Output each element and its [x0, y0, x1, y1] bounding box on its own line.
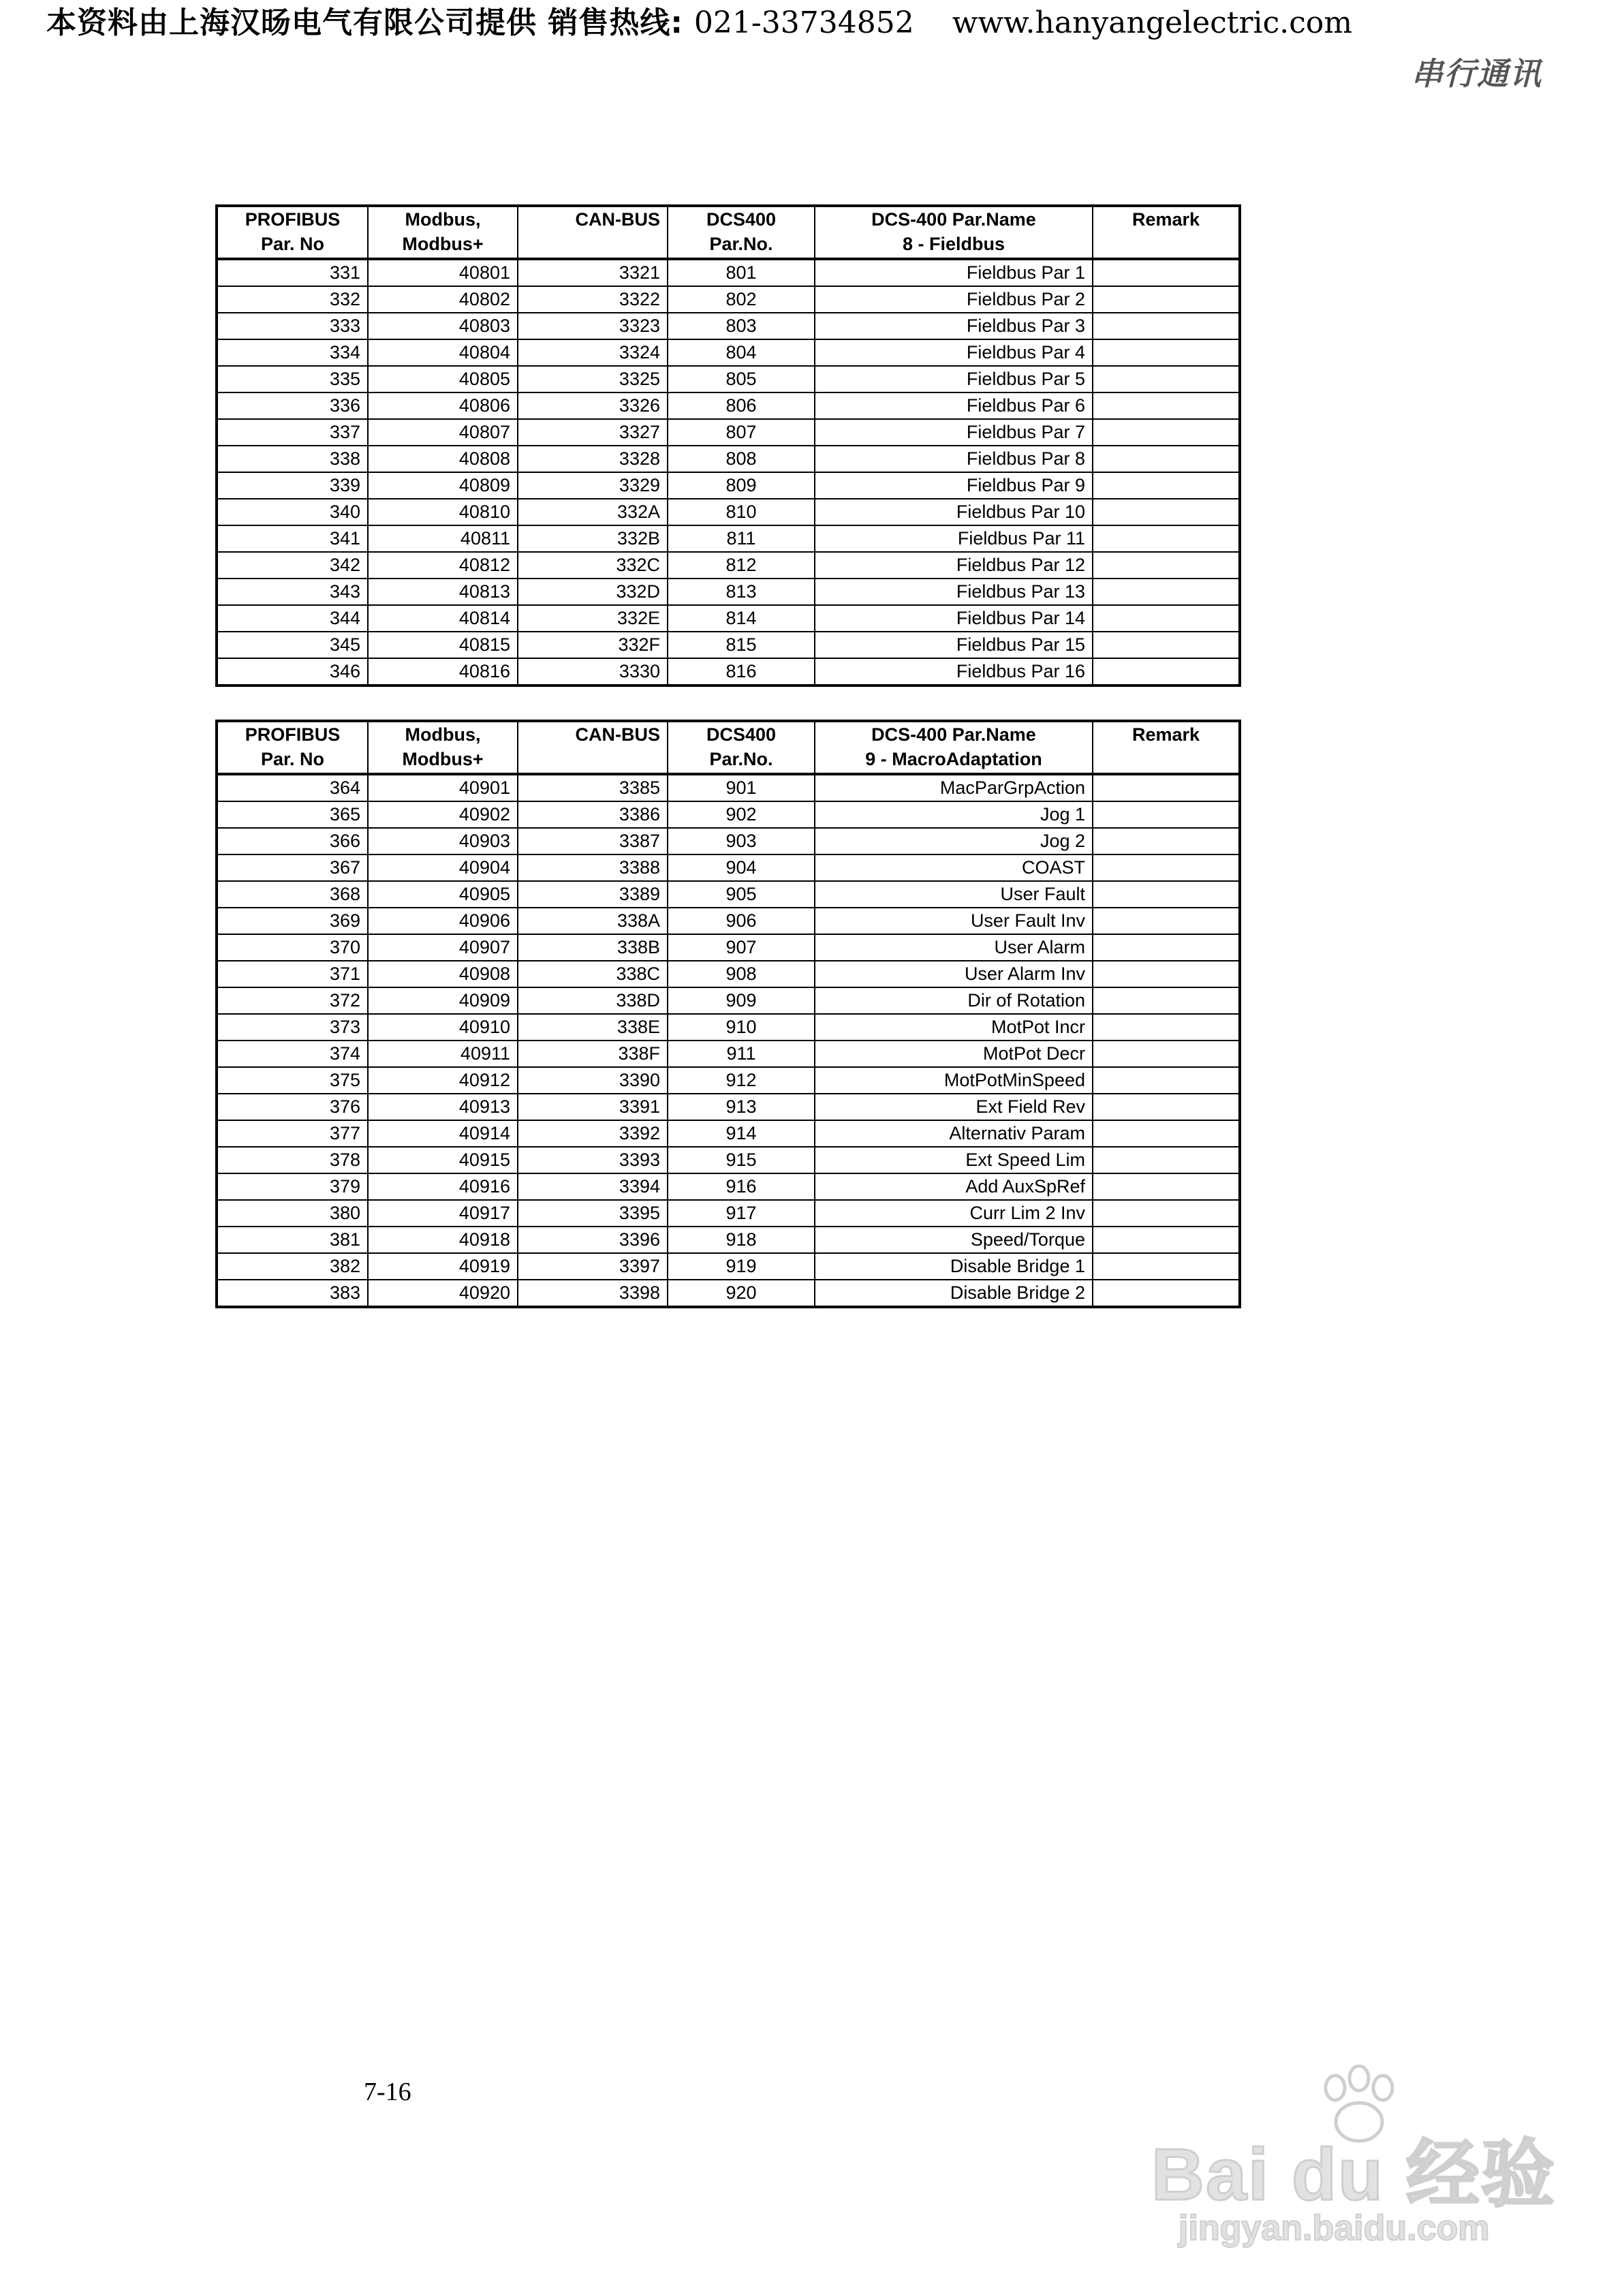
table-row — [217, 658, 1240, 686]
cell-remark — [1093, 961, 1240, 987]
cell-modbus-par-no: 40811 — [368, 525, 518, 552]
cell-remark — [1093, 774, 1240, 801]
cell-dcs400-par-name: Fieldbus Par 12 — [815, 552, 1093, 579]
cell-dcs400-par-name: Alternativ Param — [815, 1120, 1093, 1147]
cell-profibus-par-no: 383 — [217, 1280, 368, 1307]
cell-remark — [1093, 1173, 1240, 1200]
cell-canbus-par-no: 338A — [518, 908, 668, 934]
table-row — [217, 828, 1240, 854]
cell-remark — [1093, 525, 1240, 552]
cell-canbus-par-no: 3395 — [518, 1200, 668, 1227]
cell-remark — [1093, 1253, 1240, 1280]
cell-dcs400-par-no: 914 — [668, 1120, 815, 1147]
cell-dcs400-par-no: 913 — [668, 1094, 815, 1120]
table-row — [217, 313, 1240, 339]
cell-modbus-par-no: 40919 — [368, 1253, 518, 1280]
cell-dcs400-par-name: User Fault Inv — [815, 908, 1093, 934]
table-row — [217, 1067, 1240, 1094]
table-row — [217, 854, 1240, 881]
cell-dcs400-par-name: Speed/Torque — [815, 1227, 1093, 1253]
cell-dcs400-par-no: 814 — [668, 605, 815, 632]
cell-dcs400-par-no: 911 — [668, 1041, 815, 1067]
table-row — [217, 472, 1240, 499]
cell-dcs400-par-name: MotPotMinSpeed — [815, 1067, 1093, 1094]
cell-profibus-par-no: 377 — [217, 1120, 368, 1147]
cell-canbus-par-no: 332C — [518, 552, 668, 579]
cell-modbus-par-no: 40909 — [368, 987, 518, 1014]
cell-dcs400-par-no: 920 — [668, 1280, 815, 1307]
cell-dcs400-par-no: 917 — [668, 1200, 815, 1227]
page-number: 7-16 — [364, 2078, 411, 2106]
cell-remark — [1093, 286, 1240, 313]
cell-profibus-par-no: 334 — [217, 339, 368, 366]
cell-canbus-par-no: 338E — [518, 1014, 668, 1041]
column-header-profibus-par-no: PROFIBUS Par. No — [217, 206, 368, 259]
cell-modbus-par-no: 40908 — [368, 961, 518, 987]
sales-phone: 021-33734852 — [693, 5, 914, 40]
cell-modbus-par-no: 40907 — [368, 934, 518, 961]
cell-modbus-par-no: 40916 — [368, 1173, 518, 1200]
cell-remark — [1093, 1120, 1240, 1147]
column-header-dcs400-par-no: DCS400 Par.No. — [668, 206, 815, 259]
cell-remark — [1093, 658, 1240, 686]
cell-profibus-par-no: 370 — [217, 934, 368, 961]
cell-canbus-par-no: 338F — [518, 1041, 668, 1067]
cell-remark — [1093, 446, 1240, 472]
cell-profibus-par-no: 340 — [217, 499, 368, 525]
cell-canbus-par-no: 3330 — [518, 658, 668, 686]
table-header-row — [217, 206, 1240, 259]
cell-profibus-par-no: 342 — [217, 552, 368, 579]
cell-canbus-par-no: 3327 — [518, 419, 668, 446]
cell-dcs400-par-name: Fieldbus Par 11 — [815, 525, 1093, 552]
table-row — [217, 1173, 1240, 1200]
cell-remark — [1093, 632, 1240, 658]
cell-profibus-par-no: 338 — [217, 446, 368, 472]
cell-remark — [1093, 934, 1240, 961]
cell-profibus-par-no: 365 — [217, 801, 368, 828]
table-row — [217, 419, 1240, 446]
cell-dcs400-par-no: 902 — [668, 801, 815, 828]
cell-remark — [1093, 1147, 1240, 1173]
cell-dcs400-par-no: 806 — [668, 392, 815, 419]
column-header-profibus-par-no: PROFIBUS Par. No — [217, 721, 368, 774]
table-row — [217, 1041, 1240, 1067]
cell-remark — [1093, 828, 1240, 854]
column-header-canbus-par-no: CAN-BUS — [518, 721, 668, 774]
column-header-dcs400-par-name: DCS-400 Par.Name 9 - MacroAdaptation — [815, 721, 1093, 774]
cell-modbus-par-no: 40912 — [368, 1067, 518, 1094]
table-row — [217, 1253, 1240, 1280]
cell-canbus-par-no: 338D — [518, 987, 668, 1014]
cell-modbus-par-no: 40815 — [368, 632, 518, 658]
cell-dcs400-par-no: 919 — [668, 1253, 815, 1280]
cell-modbus-par-no: 40905 — [368, 881, 518, 908]
table-row — [217, 774, 1240, 801]
cell-modbus-par-no: 40902 — [368, 801, 518, 828]
cell-canbus-par-no: 332D — [518, 579, 668, 605]
cell-profibus-par-no: 364 — [217, 774, 368, 801]
baidu-jingyan-watermark — [1151, 2065, 1560, 2255]
table-row — [217, 339, 1240, 366]
cell-canbus-par-no: 3385 — [518, 774, 668, 801]
cell-dcs400-par-no: 901 — [668, 774, 815, 801]
cell-remark — [1093, 1041, 1240, 1067]
cell-dcs400-par-name: Fieldbus Par 2 — [815, 286, 1093, 313]
table-row — [217, 1120, 1240, 1147]
cell-dcs400-par-name: Fieldbus Par 4 — [815, 339, 1093, 366]
cell-remark — [1093, 499, 1240, 525]
table-row — [217, 1200, 1240, 1227]
cell-profibus-par-no: 344 — [217, 605, 368, 632]
cell-modbus-par-no: 40918 — [368, 1227, 518, 1253]
table-row — [217, 446, 1240, 472]
column-header-remark: Remark — [1093, 206, 1240, 259]
cell-modbus-par-no: 40917 — [368, 1200, 518, 1227]
cell-canbus-par-no: 3391 — [518, 1094, 668, 1120]
table-row — [217, 632, 1240, 658]
cell-profibus-par-no: 366 — [217, 828, 368, 854]
cell-modbus-par-no: 40915 — [368, 1147, 518, 1173]
cell-canbus-par-no: 3329 — [518, 472, 668, 499]
cell-profibus-par-no: 368 — [217, 881, 368, 908]
table-row — [217, 987, 1240, 1014]
cell-modbus-par-no: 40901 — [368, 774, 518, 801]
table-row — [217, 579, 1240, 605]
section-title: 串行通讯 — [1411, 55, 1542, 92]
table-row — [217, 881, 1240, 908]
table-row — [217, 934, 1240, 961]
cell-canbus-par-no: 3394 — [518, 1173, 668, 1200]
fieldbus-parameter-table — [215, 204, 1241, 687]
column-header-modbus-par-no: Modbus, Modbus+ — [368, 206, 518, 259]
cell-modbus-par-no: 40904 — [368, 854, 518, 881]
cell-remark — [1093, 339, 1240, 366]
header-banner — [46, 3, 1606, 44]
cell-remark — [1093, 1280, 1240, 1307]
cell-dcs400-par-no: 909 — [668, 987, 815, 1014]
cell-dcs400-par-name: Fieldbus Par 14 — [815, 605, 1093, 632]
cell-dcs400-par-name: Fieldbus Par 5 — [815, 366, 1093, 392]
cell-dcs400-par-name: Disable Bridge 2 — [815, 1280, 1093, 1307]
table-row — [217, 801, 1240, 828]
cell-profibus-par-no: 373 — [217, 1014, 368, 1041]
cell-dcs400-par-name: Fieldbus Par 9 — [815, 472, 1093, 499]
cell-dcs400-par-no: 918 — [668, 1227, 815, 1253]
cell-remark — [1093, 313, 1240, 339]
cell-profibus-par-no: 380 — [217, 1200, 368, 1227]
cell-dcs400-par-no: 912 — [668, 1067, 815, 1094]
cell-modbus-par-no: 40807 — [368, 419, 518, 446]
cell-profibus-par-no: 332 — [217, 286, 368, 313]
cell-canbus-par-no: 332E — [518, 605, 668, 632]
cell-dcs400-par-no: 903 — [668, 828, 815, 854]
cell-profibus-par-no: 369 — [217, 908, 368, 934]
column-header-canbus-par-no: CAN-BUS — [518, 206, 668, 259]
table-row — [217, 552, 1240, 579]
cell-modbus-par-no: 40812 — [368, 552, 518, 579]
cell-dcs400-par-name: Add AuxSpRef — [815, 1173, 1093, 1200]
cell-profibus-par-no: 382 — [217, 1253, 368, 1280]
cell-profibus-par-no: 378 — [217, 1147, 368, 1173]
cell-canbus-par-no: 3398 — [518, 1280, 668, 1307]
cell-modbus-par-no: 40814 — [368, 605, 518, 632]
cell-dcs400-par-name: Fieldbus Par 16 — [815, 658, 1093, 686]
table-row — [217, 1280, 1240, 1307]
cell-dcs400-par-name: Fieldbus Par 15 — [815, 632, 1093, 658]
cell-dcs400-par-no: 815 — [668, 632, 815, 658]
cell-modbus-par-no: 40808 — [368, 446, 518, 472]
cell-canbus-par-no: 3323 — [518, 313, 668, 339]
cell-dcs400-par-no: 915 — [668, 1147, 815, 1173]
cell-canbus-par-no: 3392 — [518, 1120, 668, 1147]
cell-remark — [1093, 392, 1240, 419]
cell-modbus-par-no: 40914 — [368, 1120, 518, 1147]
cell-canbus-par-no: 3328 — [518, 446, 668, 472]
cell-remark — [1093, 419, 1240, 446]
table-row — [217, 908, 1240, 934]
cell-canbus-par-no: 332A — [518, 499, 668, 525]
cell-remark — [1093, 1094, 1240, 1120]
cell-profibus-par-no: 333 — [217, 313, 368, 339]
cell-profibus-par-no: 374 — [217, 1041, 368, 1067]
cell-dcs400-par-no: 813 — [668, 579, 815, 605]
provider-text: 本资料由上海汉旸电气有限公司提供 销售热线: — [46, 5, 683, 40]
cell-modbus-par-no: 40801 — [368, 259, 518, 286]
cell-modbus-par-no: 40910 — [368, 1014, 518, 1041]
cell-dcs400-par-no: 910 — [668, 1014, 815, 1041]
cell-canbus-par-no: 338C — [518, 961, 668, 987]
cell-profibus-par-no: 371 — [217, 961, 368, 987]
cell-canbus-par-no: 3396 — [518, 1227, 668, 1253]
cell-dcs400-par-no: 808 — [668, 446, 815, 472]
cell-remark — [1093, 259, 1240, 286]
cell-remark — [1093, 881, 1240, 908]
cell-dcs400-par-no: 907 — [668, 934, 815, 961]
cell-dcs400-par-no: 812 — [668, 552, 815, 579]
cell-canbus-par-no: 3325 — [518, 366, 668, 392]
cell-modbus-par-no: 40804 — [368, 339, 518, 366]
cell-profibus-par-no: 372 — [217, 987, 368, 1014]
column-header-remark: Remark — [1093, 721, 1240, 774]
cell-dcs400-par-no: 916 — [668, 1173, 815, 1200]
cell-profibus-par-no: 336 — [217, 392, 368, 419]
watermark-url: jingyan.baidu.com — [1178, 2208, 1490, 2248]
cell-modbus-par-no: 40809 — [368, 472, 518, 499]
cell-dcs400-par-no: 804 — [668, 339, 815, 366]
cell-dcs400-par-name: Fieldbus Par 6 — [815, 392, 1093, 419]
cell-profibus-par-no: 367 — [217, 854, 368, 881]
table-header-row — [217, 721, 1240, 774]
cell-dcs400-par-name: Ext Field Rev — [815, 1094, 1093, 1120]
cell-dcs400-par-name: Fieldbus Par 7 — [815, 419, 1093, 446]
cell-canbus-par-no: 3388 — [518, 854, 668, 881]
cell-canbus-par-no: 3322 — [518, 286, 668, 313]
cell-remark — [1093, 605, 1240, 632]
cell-remark — [1093, 579, 1240, 605]
cell-profibus-par-no: 375 — [217, 1067, 368, 1094]
cell-remark — [1093, 1067, 1240, 1094]
cell-remark — [1093, 854, 1240, 881]
cell-profibus-par-no: 345 — [217, 632, 368, 658]
cell-dcs400-par-name: MotPot Decr — [815, 1041, 1093, 1067]
cell-dcs400-par-name: Jog 2 — [815, 828, 1093, 854]
cell-modbus-par-no: 40802 — [368, 286, 518, 313]
cell-profibus-par-no: 331 — [217, 259, 368, 286]
cell-modbus-par-no: 40806 — [368, 392, 518, 419]
cell-dcs400-par-no: 807 — [668, 419, 815, 446]
table-row — [217, 366, 1240, 392]
cell-dcs400-par-no: 801 — [668, 259, 815, 286]
cell-dcs400-par-no: 811 — [668, 525, 815, 552]
cell-canbus-par-no: 3326 — [518, 392, 668, 419]
table-row — [217, 392, 1240, 419]
cell-dcs400-par-name: MotPot Incr — [815, 1014, 1093, 1041]
cell-canbus-par-no: 3397 — [518, 1253, 668, 1280]
cell-dcs400-par-name: Fieldbus Par 13 — [815, 579, 1093, 605]
cell-dcs400-par-name: Fieldbus Par 3 — [815, 313, 1093, 339]
cell-dcs400-par-no: 809 — [668, 472, 815, 499]
cell-modbus-par-no: 40805 — [368, 366, 518, 392]
cell-modbus-par-no: 40920 — [368, 1280, 518, 1307]
cell-dcs400-par-name: Ext Speed Lim — [815, 1147, 1093, 1173]
website-link[interactable]: www.hanyangelectric.com — [952, 5, 1353, 40]
table-row — [217, 499, 1240, 525]
table-row — [217, 525, 1240, 552]
cell-profibus-par-no: 341 — [217, 525, 368, 552]
cell-profibus-par-no: 379 — [217, 1173, 368, 1200]
column-header-dcs400-par-no: DCS400 Par.No. — [668, 721, 815, 774]
cell-dcs400-par-no: 803 — [668, 313, 815, 339]
cell-dcs400-par-name: User Fault — [815, 881, 1093, 908]
cell-canbus-par-no: 3386 — [518, 801, 668, 828]
cell-profibus-par-no: 376 — [217, 1094, 368, 1120]
cell-profibus-par-no: 346 — [217, 658, 368, 686]
cell-dcs400-par-name: Disable Bridge 1 — [815, 1253, 1093, 1280]
table-row — [217, 259, 1240, 286]
cell-dcs400-par-name: Dir of Rotation — [815, 987, 1093, 1014]
cell-dcs400-par-no: 802 — [668, 286, 815, 313]
column-header-dcs400-par-name: DCS-400 Par.Name 8 - Fieldbus — [815, 206, 1093, 259]
cell-canbus-par-no: 3321 — [518, 259, 668, 286]
cell-modbus-par-no: 40803 — [368, 313, 518, 339]
cell-dcs400-par-name: Fieldbus Par 1 — [815, 259, 1093, 286]
cell-modbus-par-no: 40810 — [368, 499, 518, 525]
cell-dcs400-par-no: 805 — [668, 366, 815, 392]
cell-remark — [1093, 987, 1240, 1014]
cell-dcs400-par-name: Jog 1 — [815, 801, 1093, 828]
cell-dcs400-par-name: Fieldbus Par 10 — [815, 499, 1093, 525]
cell-remark — [1093, 472, 1240, 499]
cell-canbus-par-no: 332F — [518, 632, 668, 658]
cell-dcs400-par-no: 906 — [668, 908, 815, 934]
cell-canbus-par-no: 3389 — [518, 881, 668, 908]
table-row — [217, 286, 1240, 313]
table-row — [217, 1227, 1240, 1253]
cell-dcs400-par-name: Curr Lim 2 Inv — [815, 1200, 1093, 1227]
cell-dcs400-par-name: Fieldbus Par 8 — [815, 446, 1093, 472]
cell-canbus-par-no: 3390 — [518, 1067, 668, 1094]
table-row — [217, 1014, 1240, 1041]
watermark-logo: Bai du 经验 — [1151, 2133, 1557, 2215]
table-row — [217, 961, 1240, 987]
table-row — [217, 1094, 1240, 1120]
cell-remark — [1093, 1200, 1240, 1227]
cell-profibus-par-no: 335 — [217, 366, 368, 392]
cell-dcs400-par-name: MacParGrpAction — [815, 774, 1093, 801]
cell-profibus-par-no: 339 — [217, 472, 368, 499]
cell-modbus-par-no: 40816 — [368, 658, 518, 686]
cell-profibus-par-no: 337 — [217, 419, 368, 446]
cell-canbus-par-no: 3324 — [518, 339, 668, 366]
cell-dcs400-par-no: 816 — [668, 658, 815, 686]
cell-dcs400-par-no: 904 — [668, 854, 815, 881]
cell-modbus-par-no: 40906 — [368, 908, 518, 934]
cell-dcs400-par-no: 810 — [668, 499, 815, 525]
cell-dcs400-par-no: 908 — [668, 961, 815, 987]
cell-canbus-par-no: 338B — [518, 934, 668, 961]
cell-canbus-par-no: 3387 — [518, 828, 668, 854]
cell-modbus-par-no: 40813 — [368, 579, 518, 605]
table-row — [217, 605, 1240, 632]
table-row — [217, 1147, 1240, 1173]
cell-remark — [1093, 1014, 1240, 1041]
cell-canbus-par-no: 3393 — [518, 1147, 668, 1173]
cell-canbus-par-no: 332B — [518, 525, 668, 552]
macro-adaptation-parameter-table — [215, 720, 1241, 1308]
cell-dcs400-par-name: User Alarm Inv — [815, 961, 1093, 987]
cell-remark — [1093, 552, 1240, 579]
cell-remark — [1093, 801, 1240, 828]
cell-remark — [1093, 908, 1240, 934]
column-header-modbus-par-no: Modbus, Modbus+ — [368, 721, 518, 774]
cell-modbus-par-no: 40911 — [368, 1041, 518, 1067]
cell-modbus-par-no: 40903 — [368, 828, 518, 854]
cell-dcs400-par-name: User Alarm — [815, 934, 1093, 961]
cell-profibus-par-no: 381 — [217, 1227, 368, 1253]
cell-remark — [1093, 366, 1240, 392]
cell-profibus-par-no: 343 — [217, 579, 368, 605]
cell-dcs400-par-name: COAST — [815, 854, 1093, 881]
cell-modbus-par-no: 40913 — [368, 1094, 518, 1120]
cell-remark — [1093, 1227, 1240, 1253]
cell-dcs400-par-no: 905 — [668, 881, 815, 908]
